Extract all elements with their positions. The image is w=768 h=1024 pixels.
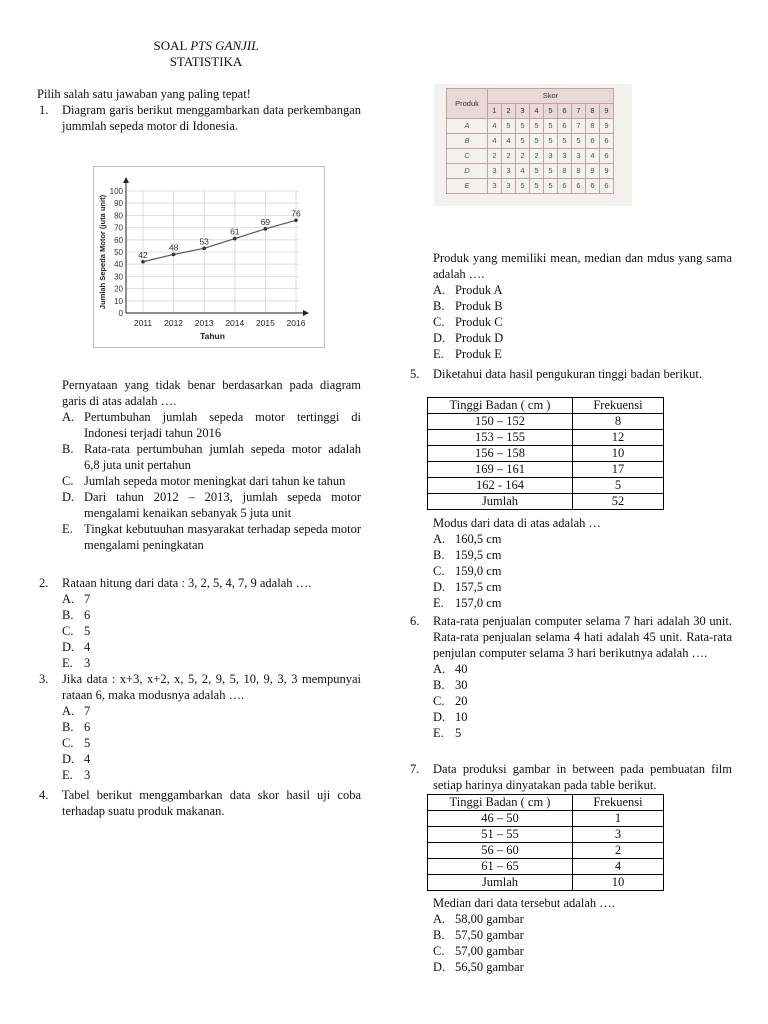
- data-label: 76: [291, 208, 301, 219]
- question-text: Tabel berikut menggambarkan data skor hasil uji coba terhadap suatu produk makanan.: [62, 788, 361, 818]
- score-cell: 4: [488, 119, 502, 134]
- option: [62, 767, 361, 783]
- title-line-2: STATISTIKA: [169, 54, 243, 69]
- option: [62, 409, 361, 441]
- option: [433, 547, 732, 563]
- class-interval-cell: 150 – 152: [428, 414, 573, 430]
- score-cell: 8: [572, 164, 586, 179]
- product-name-cell: E: [447, 179, 488, 194]
- option-letter: D.: [433, 960, 446, 974]
- x-tick-label: 2011: [133, 318, 153, 328]
- product-name-cell: C: [447, 149, 488, 164]
- y-tick-label: 0: [118, 309, 123, 318]
- option-letter: B.: [433, 299, 445, 313]
- data-label: 69: [260, 216, 271, 227]
- frequency-cell: 1: [573, 811, 664, 827]
- score-cell: 2: [516, 149, 530, 164]
- question-3: [39, 671, 361, 783]
- question-7-answers: [410, 895, 732, 975]
- x-axis-arrow: [303, 310, 309, 316]
- y-tick-label: 10: [114, 296, 123, 306]
- question-text: Diketahui data hasil pengukuran tinggi badan berikut.: [433, 367, 703, 381]
- table-row: [428, 843, 664, 859]
- score-cell: 5: [530, 179, 544, 194]
- option-letter: D.: [433, 331, 446, 345]
- option-text: 5: [84, 624, 91, 638]
- options-list: [433, 661, 732, 741]
- option-text: 3: [84, 656, 91, 670]
- score-cell: 5: [544, 119, 558, 134]
- score-cell: 8: [586, 104, 600, 119]
- option-text: Jumlah sepeda motor meningkat dari tahun ke tahun: [84, 474, 346, 488]
- question-1-answers: [39, 377, 361, 553]
- score-cell: 8: [558, 164, 572, 179]
- option: [433, 661, 732, 677]
- option-text: 5: [455, 726, 462, 740]
- option-letter: D.: [433, 580, 446, 594]
- score-cell: 4: [516, 164, 530, 179]
- option-letter: B.: [433, 678, 445, 692]
- question-text: Jika data : x+3, x+2, x, 5, 2, 9, 5, 10, 9, 3, 3 mempunyai rataan 6, maka modusnya adalah ….: [62, 672, 361, 702]
- table-row: [428, 414, 664, 430]
- question-number: 1.: [39, 103, 49, 117]
- skor-header: Skor: [488, 89, 614, 104]
- options-list: [433, 911, 732, 975]
- score-cell: 5: [544, 179, 558, 194]
- option: [62, 489, 361, 521]
- option-text: 56,50 gambar: [455, 960, 524, 974]
- question-number: 7.: [410, 762, 420, 776]
- score-cell: 9: [600, 164, 614, 179]
- option-text: Dari tahun 2012 – 2013, jumlah sepeda motor mengalami kenaikan sebanyak 5 juta unit: [84, 490, 361, 520]
- option: [433, 927, 732, 943]
- score-table: [446, 88, 614, 194]
- option-text: Produk A: [455, 283, 503, 297]
- score-cell: 7: [572, 104, 586, 119]
- score-cell: 3: [572, 149, 586, 164]
- class-interval-cell: 61 – 65: [428, 859, 573, 875]
- y-tick-label: 50: [114, 248, 123, 257]
- option-text: 58,00 gambar: [455, 912, 524, 926]
- option-text: 4: [84, 640, 91, 654]
- x-tick-label: 2012: [164, 318, 184, 328]
- option: [62, 703, 361, 719]
- score-cell: 9: [586, 164, 600, 179]
- title-prefix: SOAL: [153, 38, 191, 53]
- score-cell: 3: [502, 179, 516, 194]
- score-cell: 5: [502, 119, 516, 134]
- option-letter: E.: [62, 522, 73, 536]
- class-interval-cell: Tinggi Badan ( cm ): [428, 795, 573, 811]
- option: [433, 282, 732, 298]
- score-cell: 9: [600, 104, 614, 119]
- y-axis-arrow: [123, 177, 129, 183]
- data-label: 61: [230, 226, 240, 237]
- score-row: [447, 179, 614, 194]
- option-text: 10: [455, 710, 468, 724]
- option-letter: A.: [433, 912, 446, 926]
- class-interval-cell: 162 - 164: [428, 478, 573, 494]
- x-tick-label: 2013: [194, 318, 214, 328]
- class-interval-cell: 46 – 50: [428, 811, 573, 827]
- option-text: 159,0 cm: [455, 564, 502, 578]
- frequency-cell: 12: [573, 430, 664, 446]
- option-letter: A.: [62, 704, 75, 718]
- frequency-cell: 17: [573, 462, 664, 478]
- score-cell: 6: [558, 179, 572, 194]
- option-text: 7: [84, 704, 91, 718]
- option-text: Produk E: [455, 347, 502, 361]
- y-tick-label: 60: [114, 235, 123, 245]
- option-letter: C.: [433, 564, 445, 578]
- option-text: 3: [84, 768, 91, 782]
- option-letter: C.: [433, 944, 445, 958]
- height-frequency-table: [427, 397, 664, 510]
- option-text: 4: [84, 752, 91, 766]
- y-axis-title: Jumlah Sepeda Motor (juta unit): [98, 194, 107, 310]
- option-text: 57,50 gambar: [455, 928, 524, 942]
- option: [62, 521, 361, 553]
- score-row: [447, 149, 614, 164]
- score-cell: 5: [544, 134, 558, 149]
- option-letter: B.: [62, 442, 74, 456]
- data-point: [233, 237, 237, 241]
- option: [433, 693, 732, 709]
- option-letter: E.: [433, 347, 444, 361]
- class-interval-cell: 169 – 161: [428, 462, 573, 478]
- option-text: Pertumbuhan jumlah sepeda motor tertinggi di Indonesi terjadi tahun 2016: [84, 410, 361, 440]
- option-text: 6: [84, 720, 91, 734]
- product-name-cell: B: [447, 134, 488, 149]
- option: [433, 959, 732, 975]
- option-text: 159,5 cm: [455, 548, 502, 562]
- option-text: Produk D: [455, 331, 504, 345]
- class-interval-cell: 51 – 55: [428, 827, 573, 843]
- data-label: 42: [138, 249, 148, 260]
- option-letter: C.: [62, 474, 74, 488]
- frequency-cell: 10: [573, 446, 664, 462]
- option: [62, 735, 361, 751]
- data-point: [172, 253, 176, 257]
- option-letter: D.: [62, 640, 75, 654]
- score-cell: 3: [488, 179, 502, 194]
- options-list: [433, 531, 732, 611]
- option-text: Produk C: [455, 315, 503, 329]
- options-list: [62, 409, 361, 553]
- option-text: 157,0 cm: [455, 596, 502, 610]
- data-point: [294, 218, 298, 222]
- score-cell: 6: [586, 134, 600, 149]
- option-letter: A.: [433, 662, 446, 676]
- produk-header: Produk: [447, 89, 488, 119]
- option-letter: E.: [62, 768, 73, 782]
- score-row: [447, 119, 614, 134]
- score-cell: 7: [572, 119, 586, 134]
- question-number: 4.: [39, 788, 49, 802]
- option-letter: A.: [62, 410, 75, 424]
- y-tick-label: 40: [114, 260, 123, 270]
- table-row: [428, 478, 664, 494]
- question-number: 5.: [410, 367, 420, 381]
- score-cell: 6: [600, 134, 614, 149]
- options-list: [62, 703, 361, 783]
- score-cell: 5: [558, 134, 572, 149]
- class-interval-cell: 156 – 158: [428, 446, 573, 462]
- y-tick-label: 100: [109, 187, 123, 196]
- option-letter: B.: [433, 928, 445, 942]
- table-total-row: [428, 494, 664, 510]
- score-header-row: [447, 89, 614, 104]
- question-2: [39, 575, 361, 671]
- score-cell: 5: [530, 164, 544, 179]
- question-text: Rataan hitung dari data : 3, 2, 5, 4, 7, 9 adalah ….: [62, 576, 312, 590]
- question-text: Data produksi gambar in between pada pembuatan film setiap harinya dinyatakan pada table berikut.: [433, 762, 732, 792]
- frequency-cell: 4: [573, 859, 664, 875]
- question-prompt: Modus dari data di atas adalah …: [433, 516, 602, 530]
- y-tick-label: 90: [114, 199, 123, 209]
- score-row: [447, 134, 614, 149]
- question-text: Diagram garis berikut menggambarkan data perkembangan jummlah sepeda motor di Idonesia.: [62, 103, 361, 133]
- option-text: Tingkat kebutuuhan masyarakat terhadap sepeda motor mengalami peningkatan: [84, 522, 361, 552]
- x-tick-label: 2014: [225, 318, 245, 328]
- product-name-cell: D: [447, 164, 488, 179]
- score-cell: 2: [502, 149, 516, 164]
- data-label: 48: [168, 242, 179, 253]
- frequency-cell: 10: [573, 875, 664, 891]
- option-text: 7: [84, 592, 91, 606]
- question-text: Rata-rata penjualan computer selama 7 hari adalah 30 unit. Rata-rata penjualan selama 4 hati adalah 45 unit. Rata-rata penjulan computer selama 3 hari berikutnya adalah ….: [433, 614, 732, 660]
- option-letter: D.: [62, 752, 75, 766]
- frequency-cell: 52: [573, 494, 664, 510]
- option-letter: C.: [433, 315, 445, 329]
- score-cell: 5: [516, 179, 530, 194]
- option-text: Produk B: [455, 299, 503, 313]
- score-cell: 4: [530, 104, 544, 119]
- option-letter: E.: [62, 656, 73, 670]
- score-cell: 5: [516, 134, 530, 149]
- option-text: 57,00 gambar: [455, 944, 524, 958]
- production-frequency-table: [427, 794, 664, 891]
- data-point: [264, 227, 268, 231]
- score-cell: 3: [516, 104, 530, 119]
- score-cell: 1: [488, 104, 502, 119]
- series-line: [143, 220, 296, 261]
- table-row: [428, 859, 664, 875]
- title-italic: PTS GANJIL: [190, 38, 259, 53]
- score-cell: 5: [530, 134, 544, 149]
- data-point: [141, 260, 145, 264]
- option-letter: E.: [433, 726, 444, 740]
- score-cell: 4: [488, 134, 502, 149]
- option: [433, 346, 732, 362]
- line-chart-frame: [93, 166, 325, 348]
- options-list: [433, 282, 732, 362]
- score-cell: 2: [530, 149, 544, 164]
- option: [433, 531, 732, 547]
- class-interval-cell: Jumlah: [428, 875, 573, 891]
- option: [62, 591, 361, 607]
- table-total-row: [428, 875, 664, 891]
- score-cell: 5: [516, 119, 530, 134]
- score-cell: 6: [558, 104, 572, 119]
- option-text: 30: [455, 678, 468, 692]
- option: [62, 623, 361, 639]
- question-prompt: Median dari data tersebut adalah ….: [433, 896, 615, 910]
- option-letter: C.: [62, 736, 74, 750]
- question-6: [410, 613, 732, 741]
- question-prompt: Pernyataan yang tidak benar berdasarkan pada diagram garis di atas adalah ….: [62, 378, 361, 408]
- option-letter: C.: [62, 624, 74, 638]
- score-cell: 3: [488, 164, 502, 179]
- frequency-cell: 3: [573, 827, 664, 843]
- option-letter: C.: [433, 694, 445, 708]
- option: [433, 579, 732, 595]
- question-number: 2.: [39, 576, 49, 590]
- y-tick-label: 30: [114, 272, 123, 282]
- option-letter: A.: [62, 592, 75, 606]
- option-letter: A.: [433, 532, 446, 546]
- score-cell: 4: [502, 134, 516, 149]
- table-row: [428, 811, 664, 827]
- option-letter: E.: [433, 596, 444, 610]
- data-label: 53: [199, 236, 209, 247]
- score-cell: 3: [502, 164, 516, 179]
- table-header-row: [428, 398, 664, 414]
- option-letter: B.: [62, 720, 74, 734]
- option-text: Rata-rata pertumbuhan jumlah sepeda motor adalah 6,8 juta unit pertahun: [84, 442, 361, 472]
- score-cell: 3: [544, 149, 558, 164]
- score-cell: 5: [544, 164, 558, 179]
- option: [62, 473, 361, 489]
- score-cell: 2: [502, 104, 516, 119]
- frequency-cell: Frekuensi: [573, 398, 664, 414]
- option: [433, 709, 732, 725]
- score-cell: 5: [530, 119, 544, 134]
- options-list: [62, 591, 361, 671]
- score-cell: 6: [586, 179, 600, 194]
- option: [62, 719, 361, 735]
- option: [433, 314, 732, 330]
- option: [62, 655, 361, 671]
- question-prompt: Produk yang memiliki mean, median dan mdus yang sama adalah ….: [433, 251, 732, 281]
- table-row: [428, 430, 664, 446]
- option: [433, 563, 732, 579]
- frequency-cell: 8: [573, 414, 664, 430]
- x-tick-label: 2016: [286, 318, 306, 328]
- option: [433, 595, 732, 611]
- score-row: [447, 164, 614, 179]
- x-tick-label: 2015: [255, 318, 275, 328]
- instruction: Pilih salah satu jawaban yang paling tepat!: [37, 87, 251, 101]
- x-axis-title: Tahun: [200, 331, 225, 341]
- score-cell: 3: [558, 149, 572, 164]
- option-text: 6: [84, 608, 91, 622]
- option-text: 160,5 cm: [455, 532, 502, 546]
- title-line-1: [86, 38, 326, 55]
- option-letter: D.: [433, 710, 446, 724]
- table-row: [428, 827, 664, 843]
- score-table-photo: [434, 84, 632, 206]
- score-cell: 9: [600, 119, 614, 134]
- option-text: 5: [84, 736, 91, 750]
- option: [433, 943, 732, 959]
- frequency-cell: 2: [573, 843, 664, 859]
- option-text: 20: [455, 694, 468, 708]
- table-row: [428, 446, 664, 462]
- y-tick-label: 20: [114, 284, 123, 294]
- option-letter: B.: [433, 548, 445, 562]
- option: [62, 639, 361, 655]
- class-interval-cell: 56 – 60: [428, 843, 573, 859]
- score-cell: 8: [586, 119, 600, 134]
- table-header-row: [428, 795, 664, 811]
- question-number: 3.: [39, 672, 49, 686]
- data-point: [202, 247, 206, 251]
- score-cell: 5: [544, 104, 558, 119]
- score-cell: 2: [488, 149, 502, 164]
- class-interval-cell: 153 – 155: [428, 430, 573, 446]
- y-tick-label: 70: [114, 223, 123, 233]
- option: [433, 298, 732, 314]
- option: [433, 725, 732, 741]
- option: [433, 330, 732, 346]
- score-cell: 6: [600, 179, 614, 194]
- option: [62, 607, 361, 623]
- option-letter: A.: [433, 283, 446, 297]
- option-letter: D.: [62, 490, 75, 504]
- score-cell: 6: [572, 179, 586, 194]
- score-cell: 4: [586, 149, 600, 164]
- product-name-cell: A: [447, 119, 488, 134]
- option: [433, 677, 732, 693]
- score-cell: 5: [572, 134, 586, 149]
- question-4-answers: [410, 250, 732, 362]
- class-interval-cell: Tinggi Badan ( cm ): [428, 398, 573, 414]
- option: [62, 751, 361, 767]
- frequency-cell: 5: [573, 478, 664, 494]
- question-number: 6.: [410, 614, 420, 628]
- question-5-answers: [410, 515, 732, 611]
- option: [62, 441, 361, 473]
- option: [433, 911, 732, 927]
- score-cell: 6: [558, 119, 572, 134]
- option-text: 157,5 cm: [455, 580, 502, 594]
- y-tick-label: 80: [114, 211, 123, 221]
- option-letter: B.: [62, 608, 74, 622]
- line-chart: [94, 167, 324, 347]
- class-interval-cell: Jumlah: [428, 494, 573, 510]
- table-row: [428, 462, 664, 478]
- option-text: 40: [455, 662, 468, 676]
- score-cell: 6: [600, 149, 614, 164]
- frequency-cell: Frekuensi: [573, 795, 664, 811]
